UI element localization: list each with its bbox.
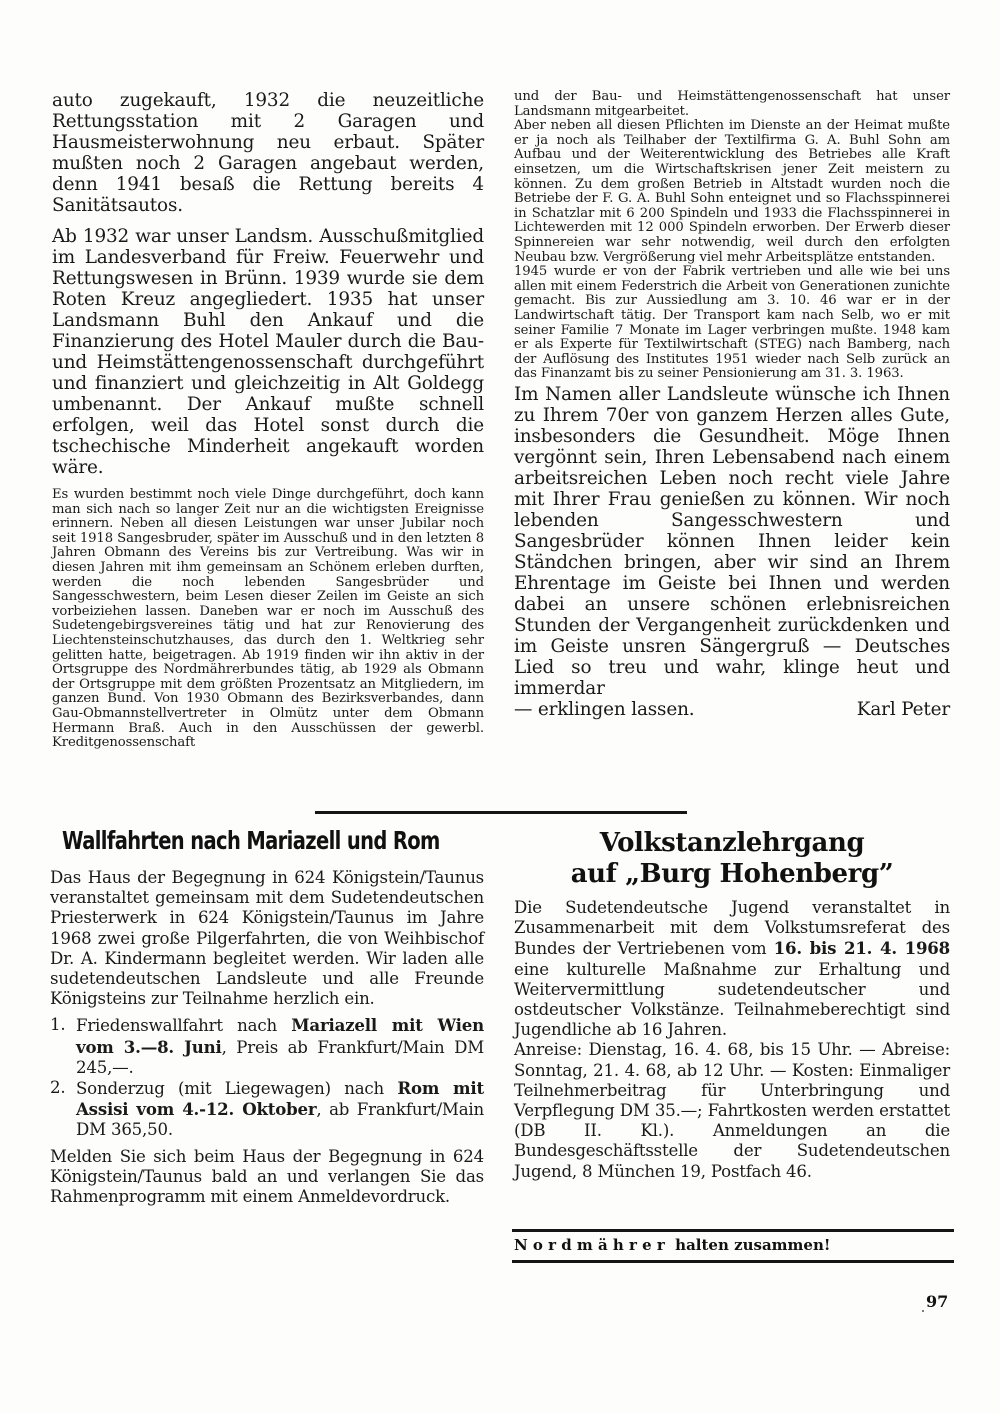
paragraph: 1945 wurde er von der Fabrik vertrieben und alle wie bei uns allen mit einem Federstrich die Arbeit von Generationen zunichte gemacht. Bis zur Aussiedlung am 3. 10. 46 war er in der Landwirtschaft tätig. Der Transport kam nach Selb, wo er mit seiner Familie 7 Monate im Lager verbringen mußte. 1948 kam er als Experte für Textilwirtschaft (STEG) nach Bamberg, nach der Auflösung des Institutes 1951 wieder nach Selb zurück an das Finanzamt bis zu seiner Pensionierung am 31. 3. 1963.	[514, 264, 950, 382]
list-number: 2.	[50, 1078, 66, 1098]
paragraph: Ab 1932 war unser Landsm. Ausschußmitglied im Landesverband für Freiw. Feuerwehr und Rettungswesen in Brünn. 1939 wurde sie dem Roten Kreuz angegliedert. 1935 hat unser Landsmann Buhl den Ankauf und die Finanzierung des Hotel Mauler durch die Bau- und Heimstättengenossenschaft durchgeführt und finanziert und gleichzeitig in Alt Goldegg umbenannt. Der Ankauf mußte schnell erfolgen, weil das Hotel sonst durch die tschechische Minderheit angekauft worden wäre.	[52, 226, 484, 478]
paragraph: auto zugekauft, 1932 die neuzeitliche Rettungsstation mit 2 Garagen und Hausmeisterwohnung neu erbaut. Später mußten noch 2 Garagen angebaut werden, denn 1941 besaß die Rettung bereits 4 Sanitätsautos.	[52, 90, 484, 216]
paragraph: Das Haus der Begegnung in 624 Königstein/Taunus veranstaltet gemeinsam mit dem Sudetendeutschen Priesterwerk in 624 Königstein/Taunus im Jahre 1968 zwei große Pilgerfahrten, die von Weihbischof Dr. A. Kindermann begleitet werden. Wir laden alle sudetendeutschen Landsleute und alle Freunde Königsteins zur Teilnahme herzlich ein.	[50, 868, 484, 1009]
paragraph	[514, 898, 950, 1040]
article-continuation-left-column	[52, 90, 484, 751]
section-divider	[315, 811, 687, 814]
slogan-rest: halten zusammen!	[669, 1236, 831, 1254]
paragraph: und der Bau- und Heimstättengenossenschaft hat unser Landsmann mitgearbeitet.	[514, 89, 950, 119]
list-text-bold: Mariazell mit Wien vom 3.—8. Juni	[76, 1015, 484, 1057]
list-item	[50, 1015, 484, 1078]
list-number: 1.	[50, 1015, 66, 1035]
paragraph-part: eine kulturelle Maßnahme zur Erhaltung und Weitervermittlung sudetendeutscher und ostdeutscher Volkstänze. Teilnahmeberechtigt sind Jugendliche ab 16 Jahren.	[514, 959, 950, 1040]
article-continuation-right-column	[514, 90, 950, 720]
print-speck	[922, 1310, 924, 1312]
headline-line: Volkstanzlehrgang	[599, 828, 865, 858]
article-pilgrimage-body	[50, 868, 484, 1207]
paragraph: Aber neben all diesen Pflichten im Dienste an der Heimat mußte er ja noch als Teilhaber der Textilfirma G. A. Buhl Sohn am Aufbau und der Weiterentwicklung des Betriebes alle Kraft einsetzen, um die Wirtschaftskrisen jener Zeit meistern zu können. Zu dem großen Betrieb in Altstadt wurden noch die Betriebe der F. G. A. Buhl Sohn enteignet und so Flachsspinnerei in Schatzlar mit 6 200 Spindeln und 1933 die Flachsspinnerei in Lichtewerden mit 12 000 Spindeln erworben. Der Erwerb dieser Spinnereien war sehr notwendig, weil durch den erfolgten Neubau bzw. Vergrößerung viel mehr Arbeitsplätze entstanden.	[514, 118, 950, 265]
closing-text: — erklingen lassen.	[514, 698, 695, 720]
paragraph: Es wurden bestimmt noch viele Dinge durchgeführt, doch kann man sich nach so langer Zeit nur an die wichtigsten Ereignisse erinnern. Neben all diesen Leistungen war unser Jubilar noch seit 1918 Sangesbruder, später im Ausschuß und in den letzten 8 Jahren Obmann des Vereins bis zur Vertreibung. Was wir in diesen Jahren mit ihm gemeinsam an Schönem erleben durften, werden die noch lebenden Sangesbrüder und Sangesschwestern, beim Lesen dieser Zeilen im Geiste an sich vorbeiziehen lassen. Daneben war er noch im Ausschuß des Sudetengebirgsvereines tätig und hat zur Renovierung des Liechtensteinschutzhauses, das durch den 1. Weltkrieg sehr gelitten hatte, beigetragen. Ab 1919 finden wir ihn aktiv in der Ortsgruppe des Nordmährerbundes tätig, ab 1929 als Obmann der Ortsgruppe mit dem größten Prozentsatz an Mitgliedern, im ganzen Bund. Von 1930 Obmann des Bezirksverbandes, dann Gau-Obmannstellvertreter in Olmütz unter dem Obmann Hermann Braß. Auch in den Ausschüssen der gewerbl. Kreditgenossenschaft	[52, 487, 484, 751]
paragraph: Anreise: Dienstag, 16. 4. 68, bis 15 Uhr. — Abreise: Sonntag, 21. 4. 68, ab 12 Uhr. — Kosten: Einmaliger Teilnehmerbeitrag für Unterbringung und Verpflegung DM 35.—; Fahrtkosten werden erstattet (DB II. Kl.). Anmeldungen an die Bundesgeschäftsstelle der Sudetendeutschen Jugend, 8 München 19, Postfach 46.	[514, 1040, 950, 1181]
list-text-part: Friedenswallfahrt nach	[76, 1016, 292, 1036]
list-item	[50, 1078, 484, 1141]
list-text-part: , Preis ab Frankfurt/Main DM 245,—.	[76, 1037, 484, 1077]
page-number: 97	[926, 1292, 949, 1311]
paragraph-part: Die Sudetendeutsche Jugend veranstaltet in Zusammenarbeit mit dem Volkstumsreferat des Bundes der Vertriebenen vom	[514, 898, 950, 959]
paragraph: Melden Sie sich beim Haus der Begegnung in 624 Königstein/Taunus bald an und verlangen Sie das Rahmenprogramm mit einem Anmeldevordruck.	[50, 1146, 484, 1207]
list-text	[76, 1078, 484, 1141]
headline-folk-dance	[514, 828, 950, 890]
article-folk-dance-body	[514, 898, 950, 1182]
slogan-spaced-word: Nordmährer	[514, 1236, 670, 1254]
slogan-banner	[512, 1229, 954, 1263]
paragraph: Im Namen aller Landsleute wünsche ich Ihnen zu Ihrem 70er von ganzem Herzen alles Gute, insbesonders die Gesundheit. Möge Ihnen vergönnt sein, Ihren Lebensabend nach einem arbeitsreichen Leben noch recht viele Jahre mit Ihrer Frau genießen zu können. Wir noch lebenden Sangesschwestern und Sangesbrüder können Ihnen leider kein Ständchen bringen, aber wir sind an Ihrem Ehrentage im Geiste bei Ihnen und werden dabei an unsere schönen erlebnisreichen Stunden der Vergangenheit zurückdenken und im Geiste unsren Sängergruß — Deutsches Lied so treu und wahr, klinge heut und immerdar	[514, 383, 950, 699]
list-text	[76, 1015, 484, 1078]
list-text-part: Sonderzug (mit Liegewagen) nach	[76, 1079, 398, 1099]
closing-line	[514, 699, 950, 720]
headline-pilgrimage: Wallfahrten nach Mariazell und Rom	[62, 826, 440, 855]
list-text-part: , ab Frankfurt/Main DM 365,50.	[76, 1100, 484, 1140]
author-signature: Karl Peter	[856, 698, 950, 720]
date-range-bold: 16. bis 21. 4. 1968	[773, 938, 950, 959]
headline-line: auf „Burg Hohenberg”	[570, 859, 894, 889]
list-text-bold: Rom mit Assisi vom 4.-12. Oktober	[76, 1078, 484, 1120]
